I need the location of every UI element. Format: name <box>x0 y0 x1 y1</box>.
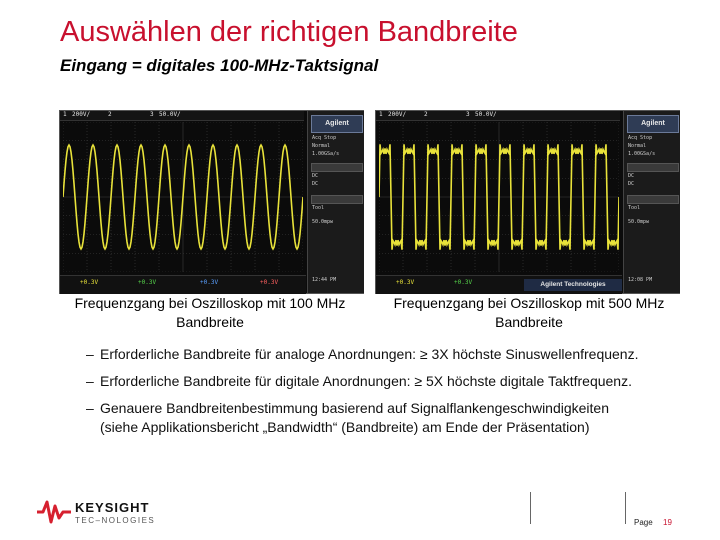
acq-mode: Normal <box>628 143 647 149</box>
bullet-marker: – <box>86 373 94 389</box>
offset-readout: +0.3V <box>454 279 473 286</box>
scope-screenshot-100mhz <box>59 110 364 294</box>
coupling: DC <box>628 181 635 187</box>
acq-status: Acq Stop <box>628 135 653 141</box>
footer-divider <box>530 492 531 524</box>
bullet-item <box>86 399 646 437</box>
caption-500mhz: Frequenzgang bei Oszilloskop mit 500 MHz Bandbreite <box>393 295 665 330</box>
footer-divider <box>625 492 626 524</box>
bullet-list <box>86 345 646 445</box>
ch-label: 3 <box>466 111 470 118</box>
measurement: 50.0mpw <box>628 219 650 225</box>
bullet-text: Erforderliche Bandbreite für digitale Anordnungen: ≥ 5X höchste digitale Taktfrequenz. <box>100 373 632 389</box>
side-header <box>627 163 679 172</box>
scope-sidebar <box>623 111 680 293</box>
ch-label: 3 <box>150 111 154 118</box>
slide-subtitle: Eingang = digitales 100-MHz-Taktsignal <box>60 56 379 75</box>
bullet-text: Genauere Bandbreitenbestimmung basierend auf Signalflankengeschwindigkeiten (siehe Applikationsbericht „Bandwidth“ (Bandbreite) am Ende der Präsentation) <box>100 400 610 435</box>
sample-rate: 1.00GSa/s <box>628 151 656 157</box>
ch-label: 2 <box>108 111 112 118</box>
bullet-text: Erforderliche Bandbreite für analoge Anordnungen: ≥ 3X höchste Sinuswellenfrequenz. <box>100 346 639 362</box>
scope-channel-bar <box>376 111 620 121</box>
scope-sidebar <box>307 111 364 293</box>
agilent-technologies-logo: Agilent Technologies <box>524 279 622 291</box>
offset-readout: +0.3V <box>260 279 279 286</box>
keysight-wave-icon <box>36 498 72 526</box>
ch-scale: 200V/ <box>388 111 407 118</box>
side-header <box>311 195 363 204</box>
ch-scale: 200V/ <box>72 111 91 118</box>
ch-scale: 50.0V/ <box>159 111 181 118</box>
clock-time: 12:44 PM <box>312 277 337 283</box>
square-waveform-trace <box>379 144 619 249</box>
agilent-logo: Agilent <box>627 115 679 133</box>
scope-channel-bar <box>60 111 304 121</box>
agilent-logo: Agilent <box>311 115 363 133</box>
scope-screenshot-500mhz <box>375 110 680 294</box>
measurement: 50.0mpw <box>312 219 334 225</box>
coupling: DC <box>312 173 319 179</box>
coupling: DC <box>312 181 319 187</box>
acq-status: Acq Stop <box>312 135 337 141</box>
scope-bottom-bar <box>376 275 622 294</box>
offset-readout: +0.3V <box>200 279 219 286</box>
offset-readout: +0.3V <box>396 279 415 286</box>
side-header <box>311 163 363 172</box>
scope-bottom-bar <box>60 275 306 294</box>
keysight-logo-subtext: TEC–NOLOGIES <box>75 516 156 525</box>
caption-100mhz: Frequenzgang bei Oszilloskop mit 100 MHz Bandbreite <box>74 295 346 330</box>
keysight-logo-text: KEYSIGHT <box>75 500 150 515</box>
coupling: DC <box>628 173 635 179</box>
bullet-item <box>86 345 646 364</box>
slide-title: Auswählen der richtigen Bandbreite <box>60 16 518 48</box>
waveform-display <box>63 122 303 272</box>
bullet-marker: – <box>86 346 94 362</box>
bullet-marker: – <box>86 400 94 416</box>
tool-label: Tool <box>312 205 325 211</box>
tool-label: Tool <box>628 205 641 211</box>
acq-mode: Normal <box>312 143 331 149</box>
ch-scale: 50.0V/ <box>475 111 497 118</box>
offset-readout: +0.3V <box>80 279 99 286</box>
ch-label: 1 <box>379 111 383 118</box>
page-number: 19 <box>663 518 672 527</box>
page-label: Page <box>634 518 653 527</box>
sample-rate: 1.00GSa/s <box>312 151 340 157</box>
side-header <box>627 195 679 204</box>
bullet-item <box>86 372 646 391</box>
offset-readout: +0.3V <box>138 279 157 286</box>
ch-label: 1 <box>63 111 67 118</box>
clock-time: 12:08 PM <box>628 277 653 283</box>
waveform-display <box>379 122 619 272</box>
ch-label: 2 <box>424 111 428 118</box>
